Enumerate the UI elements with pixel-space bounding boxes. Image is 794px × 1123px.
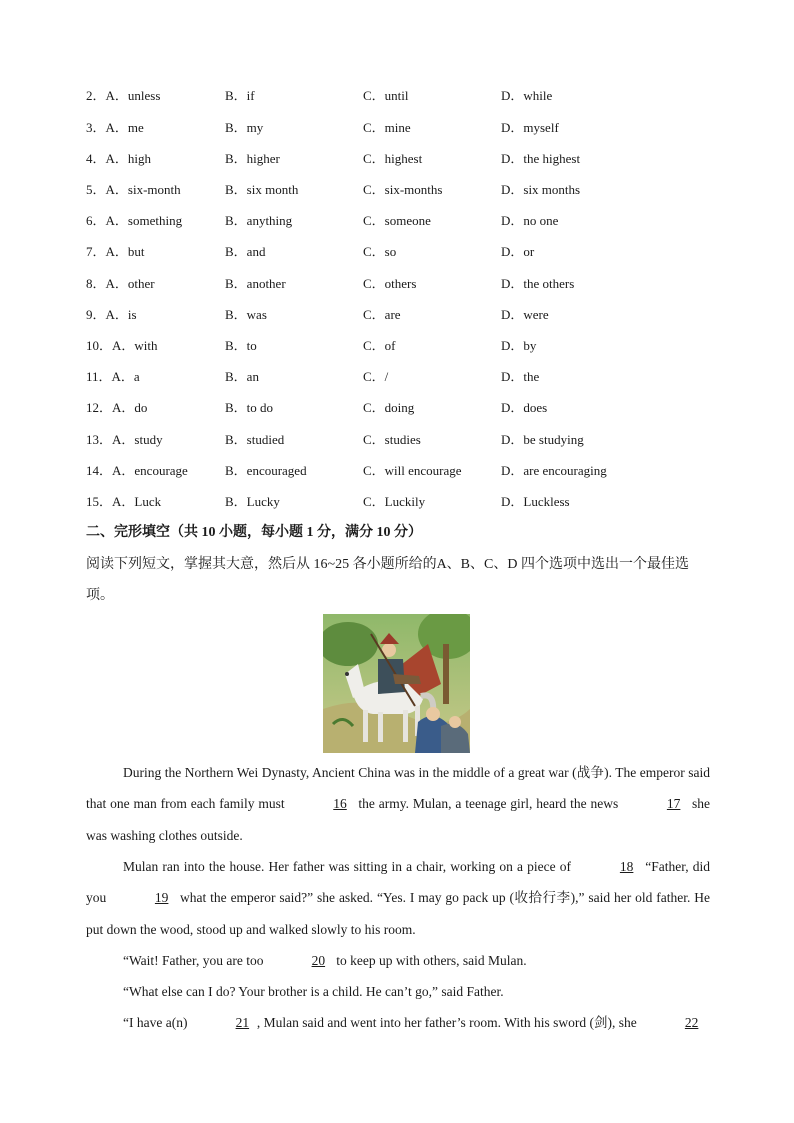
option-c: C．Luckily — [363, 494, 426, 509]
question-row — [86, 336, 726, 356]
option-b: B．another — [225, 276, 286, 291]
option-b: B．anything — [225, 213, 293, 228]
option-a: 13．A．study — [86, 432, 163, 447]
option-c: C．doing — [363, 400, 415, 415]
question-row — [86, 305, 726, 325]
mulan-illustration — [323, 614, 470, 753]
option-a: 11．A．a — [86, 369, 140, 384]
option-c: C．/ — [363, 369, 389, 384]
option-b: B．to — [225, 338, 257, 353]
option-b: B．encouraged — [225, 463, 307, 478]
question-row — [86, 118, 726, 138]
option-d: D．six months — [501, 182, 581, 197]
option-b: B．my — [225, 120, 264, 135]
option-a: 14．A．encourage — [86, 463, 188, 478]
option-b: B．six month — [225, 182, 299, 197]
question-row — [86, 461, 726, 481]
option-d: D．be studying — [501, 432, 584, 447]
option-d: D．by — [501, 338, 537, 353]
option-c: C．mine — [363, 120, 411, 135]
option-c: C．six-months — [363, 182, 443, 197]
blank-17[interactable]: 17 — [666, 796, 681, 812]
passage-paragraph-1: During the Northern Wei Dynasty, Ancient China was in the middle of a great war (战争). The emperor said that one man from each family must 16 the army. Mulan, a teenage girl, heard the news 17 she was washing clothes outside. — [86, 765, 710, 843]
option-c: C．of — [363, 338, 396, 353]
option-c: C．highest — [363, 151, 423, 166]
section-heading: 二、完形填空（共 10 小题，每小题 1 分，满分 10 分） — [86, 525, 422, 540]
passage-paragraph-2: Mulan ran into the house. Her father was sitting in a chair, working on a piece of 18 “Father, did you 19 what the emperor said?” she asked. “Yes. I may go pack up (收拾行李),” said her old father. He put down the wood, stood up and walked slowly to his room. — [86, 851, 710, 945]
option-d: D．were — [501, 307, 549, 322]
option-c: C．will encourage — [363, 463, 462, 478]
option-a: 12．A．do — [86, 400, 148, 415]
option-b: B．and — [225, 244, 266, 259]
option-a: 4．A．high — [86, 151, 152, 166]
question-row — [86, 430, 726, 450]
option-c: C．others — [363, 276, 417, 291]
option-a: 8．A．other — [86, 276, 155, 291]
passage-paragraph-5: “I have a(n) 21 , Mulan said and went into her father’s room. With his sword (剑), she 22 — [86, 1007, 710, 1038]
option-d: D．the highest — [501, 151, 581, 166]
option-c: C．studies — [363, 432, 421, 447]
passage-paragraph-4: “What else can I do? Your brother is a child. He can’t go,” said Father. — [123, 984, 504, 999]
blank-21[interactable]: 21 — [235, 1015, 250, 1030]
option-c: C．someone — [363, 213, 431, 228]
blank-18[interactable]: 18 — [619, 859, 634, 874]
option-a: 15．A．Luck — [86, 494, 162, 509]
blank-22[interactable]: 22 — [684, 1015, 699, 1030]
blank-19[interactable]: 19 — [154, 890, 169, 906]
option-c: C．so — [363, 244, 397, 259]
option-d: D．Luckless — [501, 494, 570, 509]
option-a: 3．A．me — [86, 120, 144, 135]
option-c: C．until — [363, 88, 409, 103]
option-a: 10．A．with — [86, 338, 158, 353]
blank-20[interactable]: 20 — [311, 953, 326, 968]
question-row — [86, 274, 726, 294]
passage-paragraph-3: “Wait! Father, you are too 20 to keep up with others, said Mulan. — [86, 945, 710, 976]
question-row — [86, 367, 726, 387]
question-row — [86, 492, 726, 512]
option-c: C．are — [363, 307, 401, 322]
option-d: D．does — [501, 400, 548, 415]
question-row — [86, 398, 726, 418]
option-a: 7．A．but — [86, 244, 145, 259]
question-row — [86, 242, 726, 262]
question-row — [86, 86, 726, 106]
option-a: 6．A．something — [86, 213, 183, 228]
option-b: B．higher — [225, 151, 280, 166]
option-d: D．are encouraging — [501, 463, 607, 478]
option-a: 9．A．is — [86, 307, 137, 322]
option-b: B．to do — [225, 400, 274, 415]
question-row — [86, 149, 726, 169]
option-b: B．Lucky — [225, 494, 280, 509]
option-b: B．studied — [225, 432, 285, 447]
option-d: D．the — [501, 369, 540, 384]
option-d: D．myself — [501, 120, 559, 135]
option-d: D．while — [501, 88, 553, 103]
option-d: D．or — [501, 244, 535, 259]
question-row — [86, 180, 726, 200]
option-d: D．no one — [501, 213, 559, 228]
section-instruction: 阅读下列短文，掌握其大意，然后从 16~25 各小题所给的A、B、C、D 四个选项中选出一个最佳选 — [86, 557, 689, 572]
blank-16[interactable]: 16 — [333, 796, 347, 812]
option-d: D．the others — [501, 276, 575, 291]
option-b: B．was — [225, 307, 267, 322]
question-row — [86, 211, 726, 231]
option-b: B．an — [225, 369, 259, 384]
option-b: B．if — [225, 88, 255, 103]
section-instruction-cont: 项。 — [86, 588, 114, 603]
option-a: 2．A．unless — [86, 88, 161, 103]
option-a: 5．A．six-month — [86, 182, 181, 197]
